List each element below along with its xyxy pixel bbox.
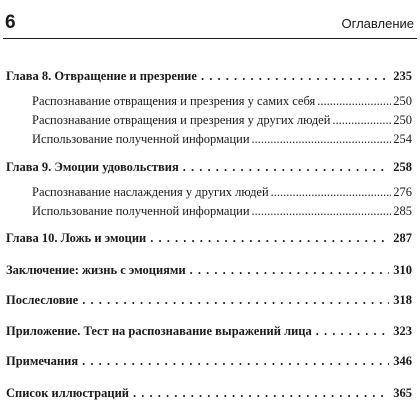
- toc-entry[interactable]: [6, 229, 412, 247]
- toc-entry-title: Примечания: [6, 354, 79, 368]
- dot-leader: [201, 67, 389, 85]
- dot-leader: [316, 322, 390, 340]
- toc-entry-title: Глава 10. Ложь и эмоции: [6, 231, 147, 245]
- page-number: 6: [5, 12, 16, 33]
- toc-entry-title: Послесловие: [6, 293, 79, 307]
- toc-entry-page: 287: [393, 231, 412, 245]
- header-rule: [3, 38, 417, 39]
- toc-entry-title: Список иллюстраций: [6, 386, 129, 400]
- toc-entry[interactable]: [6, 291, 412, 309]
- dot-leader: [332, 111, 391, 129]
- toc-entry[interactable]: [32, 92, 412, 110]
- toc-entry-page: 254: [393, 132, 412, 146]
- dot-leader: [150, 229, 389, 247]
- dot-leader: [317, 92, 391, 110]
- toc-entry-title: Распознавание отвращения и презрения у других людей: [32, 113, 331, 127]
- toc-entry[interactable]: [6, 67, 412, 85]
- toc-entry-title: Распознавание наслаждения у других людей: [32, 185, 269, 199]
- toc-entry-title: Использование полученной информации: [32, 132, 250, 146]
- toc-entry-title: Приложение. Тест на распознавание выражений лица: [6, 324, 312, 338]
- toc-entry-title: Глава 9. Эмоции удовольствия: [6, 160, 179, 174]
- toc-entry-page: 250: [393, 94, 412, 108]
- toc-entry[interactable]: [32, 111, 412, 129]
- toc-entry[interactable]: [6, 158, 412, 176]
- toc-entry-title: Заключение: жизнь с эмоциями: [6, 263, 186, 277]
- toc-entry[interactable]: [6, 261, 412, 279]
- toc-entry[interactable]: [32, 202, 412, 220]
- toc-entry-page: 365: [393, 386, 412, 400]
- dot-leader: [183, 158, 390, 176]
- toc-entry-page: 285: [393, 204, 412, 218]
- toc-entry-page: 276: [393, 185, 412, 199]
- toc-entry[interactable]: [6, 352, 412, 370]
- toc-entry-title: Глава 8. Отвращение и презрение: [6, 69, 197, 83]
- toc-entry-page: 235: [393, 69, 412, 83]
- running-title: Оглавление: [341, 16, 414, 31]
- toc-entry-page: 250: [393, 113, 412, 127]
- toc-entry[interactable]: [6, 322, 412, 340]
- dot-leader: [82, 352, 389, 370]
- toc-entry[interactable]: [6, 384, 412, 402]
- toc-entry-page: 346: [393, 354, 412, 368]
- toc-entry-page: 323: [393, 324, 412, 338]
- toc-entry[interactable]: [32, 183, 412, 201]
- toc-entry-page: 258: [393, 160, 412, 174]
- toc-entry[interactable]: [32, 130, 412, 148]
- dot-leader: [252, 130, 392, 148]
- toc-entry-title: Использование полученной информации: [32, 204, 250, 218]
- toc-entry-page: 318: [393, 293, 412, 307]
- dot-leader: [133, 384, 389, 402]
- toc-entry-title: Распознавание отвращения и презрения у самих себя: [32, 94, 316, 108]
- dot-leader: [252, 202, 392, 220]
- dot-leader: [190, 261, 390, 279]
- dot-leader: [271, 183, 392, 201]
- dot-leader: [82, 291, 389, 309]
- toc-entry-page: 310: [393, 263, 412, 277]
- page-header: [0, 0, 420, 40]
